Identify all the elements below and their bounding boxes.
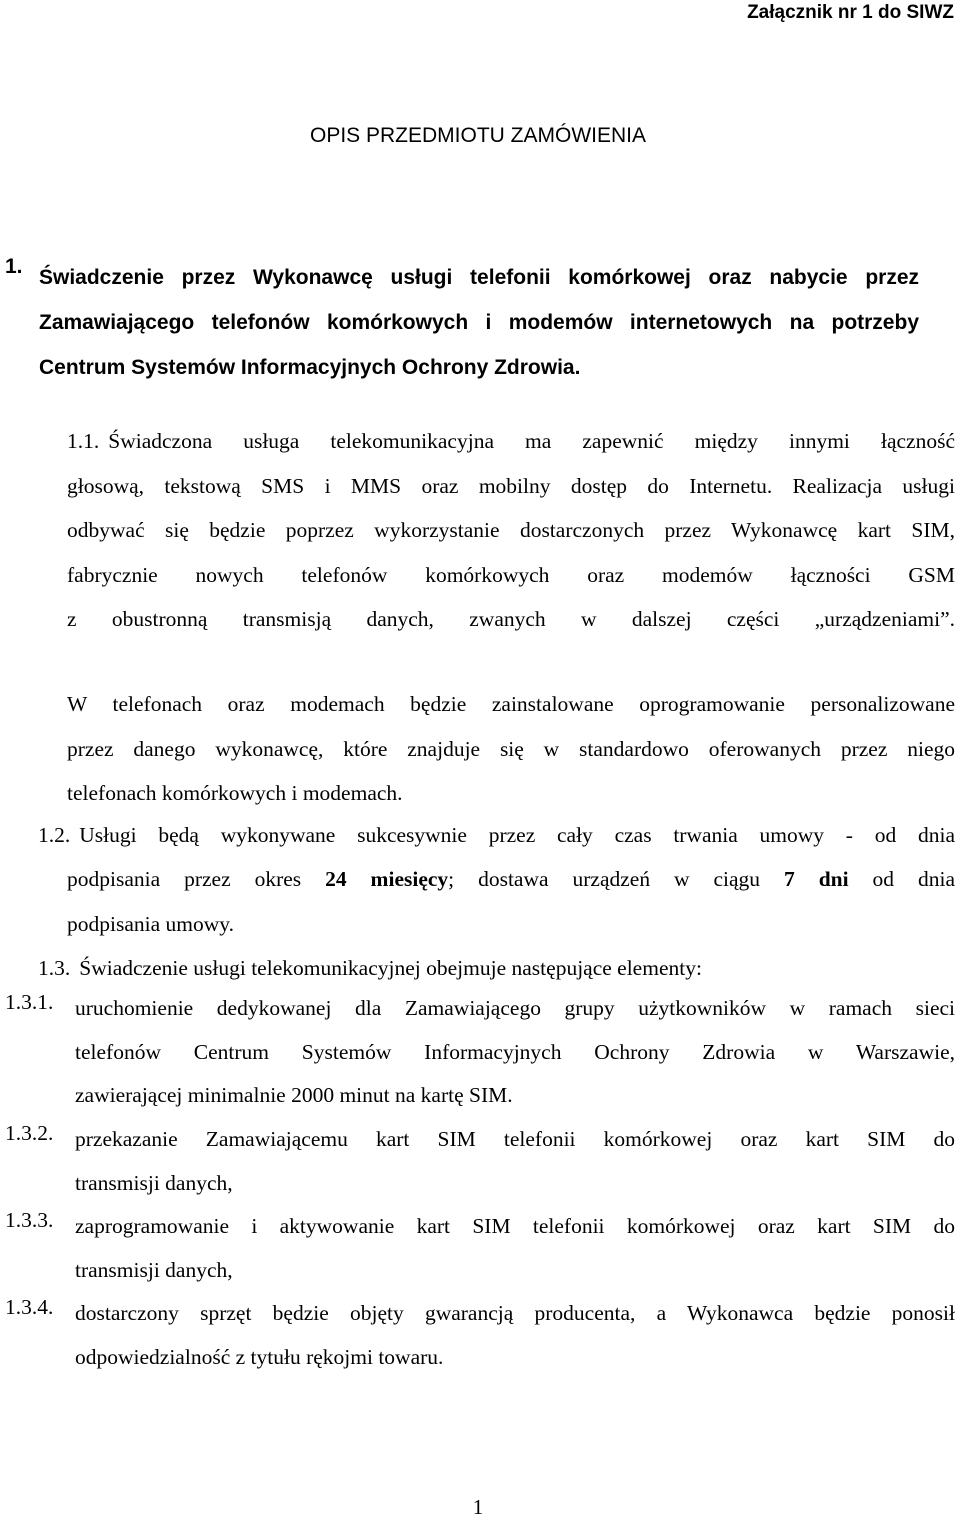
list-item [75, 1118, 955, 1205]
list-item [75, 1205, 955, 1292]
section-heading-line: Centrum Systemów Informacyjnych Ochrony Zdrowia. [39, 356, 581, 379]
item-line: przekazanie Zamawiającemu kart SIM telefonii komórkowej oraz kart SIM do [75, 1127, 955, 1151]
item-number: 1.3.4. [5, 1295, 54, 1319]
paragraph-line: głosową, tekstową SMS i MMS oraz mobilny dostęp do Internetu. Realizacja usługi [67, 473, 955, 498]
paragraph-number: 1.1. [67, 429, 100, 453]
item-line: odpowiedzialność z tytułu rękojmi towaru. [75, 1344, 444, 1369]
paragraph-1-1-continued [67, 682, 955, 816]
item-number: 1.3.2. [5, 1121, 54, 1145]
item-line: transmisji danych, [75, 1257, 233, 1282]
paragraph-line [67, 857, 955, 902]
paragraph-line: W telefonach oraz modemach będzie zainstalowane oprogramowanie personalizowane [67, 692, 955, 716]
item-line: dostarczony sprzęt będzie objęty gwarancją producenta, a Wykonawca będzie ponosił [75, 1301, 955, 1325]
paragraph-line [38, 813, 955, 858]
bold-delivery-time: 7 dni [784, 867, 849, 891]
paragraph-line: fabrycznie nowych telefonów komórkowych oraz modemów łączności GSM [67, 562, 955, 587]
section-heading-line: Świadczenie przez Wykonawcę usługi telefonii komórkowej oraz nabycie przez [39, 266, 919, 289]
text-run: ; dostawa urządzeń w ciągu [448, 867, 784, 891]
paragraph-1-2-body [67, 857, 955, 946]
list-item [75, 1292, 955, 1379]
paragraph-1-3 [38, 946, 955, 991]
paragraph-line: przez danego wykonawcę, które znajduje się w standardowo oferowanych przez niego [67, 736, 955, 761]
paragraph-number: 1.2. [38, 823, 71, 847]
item-line: zawierającej minimalnie 2000 minut na kartę SIM. [75, 1083, 513, 1107]
paragraph-1-1 [67, 419, 955, 642]
item-line: telefonów Centrum Systemów Informacyjnych Ochrony Zdrowia w Warszawie, [75, 1039, 955, 1064]
page-number: 1 [472, 1495, 484, 1519]
text-run: podpisania przez okres [67, 867, 326, 891]
item-line: transmisji danych, [75, 1170, 233, 1195]
item-line: zaprogramowanie i aktywowanie kart SIM telefonii komórkowej oraz kart SIM do [75, 1214, 955, 1238]
section-number: 1. [5, 255, 23, 278]
paragraph-line: z obustronną transmisją danych, zwanych w dalszej części „urządzeniami”. [67, 607, 955, 631]
item-line: uruchomienie dedykowanej dla Zamawiającego grupy użytkowników w ramach sieci [75, 996, 955, 1020]
paragraph-number: 1.3. [38, 956, 71, 980]
text-run: od dnia [848, 867, 956, 891]
paragraph-line: podpisania umowy. [67, 911, 235, 936]
section-heading-line: Zamawiającego telefonów komórkowych i modemów internetowych na potrzeby [39, 311, 919, 334]
paragraph-line-text: Świadczona usługa telekomunikacyjna ma zapewnić między innymi łączność [108, 429, 955, 453]
list-item [75, 987, 955, 1118]
document-title: OPIS PRZEDMIOTU ZAMÓWIENIA [309, 124, 646, 147]
paragraph-line-text: Świadczenie usługi telekomunikacyjnej obejmuje następujące elementy: [79, 956, 702, 980]
paragraph-line-text: Usługi będą wykonywane sukcesywnie przez cały czas trwania umowy - od dnia [79, 823, 955, 847]
paragraph-line [38, 946, 955, 991]
paragraph-1-2 [38, 813, 955, 858]
bold-duration: 24 miesięcy [325, 867, 449, 891]
item-number: 1.3.3. [5, 1208, 54, 1232]
paragraph-line: telefonach komórkowych i modemach. [67, 781, 403, 805]
paragraph-line: odbywać się będzie poprzez wykorzystanie dostarczonych przez Wykonawcę kart SIM, [67, 518, 955, 542]
section-heading [39, 255, 919, 390]
paragraph-line [67, 419, 955, 464]
item-number: 1.3.1. [5, 990, 54, 1014]
annex-label: Załącznik nr 1 do SIWZ [747, 2, 954, 23]
